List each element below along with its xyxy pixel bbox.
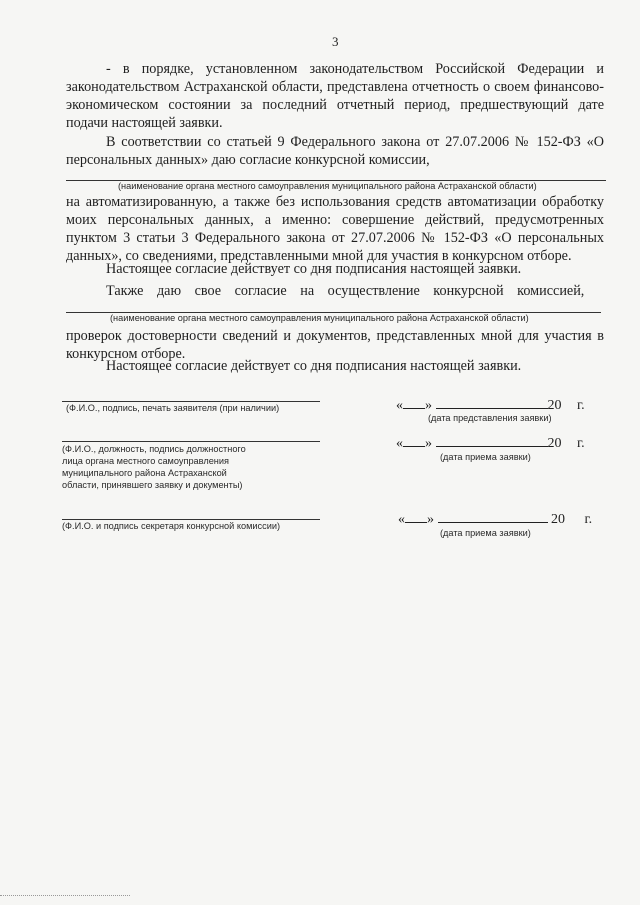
day-blank[interactable] [403, 396, 425, 409]
submission-date-field[interactable]: « » 20 г. [396, 398, 585, 413]
month-blank[interactable] [438, 510, 548, 523]
secretary-date-field[interactable]: « » 20 г. [398, 512, 593, 527]
paragraph-verification: проверок достоверности сведений и документов, представленных мной для участия в конкурсном отборе. [66, 328, 604, 362]
organ-name-caption-2: (наименование органа местного самоуправления муниципального района Астраханской области) [110, 313, 529, 323]
reception-date-field[interactable]: « » 20 г. [396, 436, 585, 451]
applicant-signature-caption: (Ф.И.О., подпись, печать заявителя (при наличии) [66, 403, 280, 413]
organ-name-caption-1: (наименование органа местного самоуправления муниципального района Астраханской области) [118, 181, 537, 191]
scan-artifact-line [0, 895, 130, 896]
secretary-date-caption: (дата приема заявки) [440, 528, 531, 538]
official-signature-caption: (Ф.И.О., должность, подпись должностного лица органа местного самоуправления муниципального района Астраханской области, принявшего заявку и документы) [62, 444, 246, 490]
secretary-signature-caption: (Ф.И.О. и подпись секретаря конкурсной комиссии) [62, 521, 281, 531]
paragraph-verification-consent: Также даю свое согласие на осуществление конкурсной комиссией, [106, 283, 585, 299]
page-number: 3 [332, 34, 339, 49]
day-blank[interactable] [405, 510, 427, 523]
applicant-signature-line[interactable] [62, 401, 320, 402]
month-blank[interactable] [436, 396, 548, 409]
paragraph-processing: на автоматизированную, а также без использования средств автоматизации обработку моих персональных данных, а именно: совершение действий, предусмотренных пунктом 3 статьи 3 Федерального закона от 27.07.2006 № 152-ФЗ «О персональных данных», со сведениями, представленными мной для участия в конкурсном отборе. [66, 194, 604, 264]
month-blank[interactable] [436, 434, 548, 447]
secretary-signature-line[interactable] [62, 519, 320, 520]
paragraph-financial-report: - в порядке, установленном законодательством Российской Федерации и законодательством Астраханской области, представлена отчетность о своем финансово-экономическом состоянии за последний отчетный период, предшествующий дате подачи настоящей заявки. [66, 61, 604, 131]
paragraph-validity-1: Настоящее согласие действует со дня подписания настоящей заявки. [106, 261, 522, 277]
paragraph-validity-2: Настоящее согласие действует со дня подписания настоящей заявки. [106, 358, 522, 374]
day-blank[interactable] [403, 434, 425, 447]
reception-date-caption: (дата приема заявки) [440, 452, 531, 462]
official-signature-line[interactable] [62, 441, 320, 442]
submission-date-caption: (дата представления заявки) [428, 413, 552, 423]
paragraph-consent-personal-data: В соответствии со статьей 9 Федерального закона от 27.07.2006 № 152-ФЗ «О персональных данных» даю согласие конкурсной комиссии, [66, 134, 604, 168]
